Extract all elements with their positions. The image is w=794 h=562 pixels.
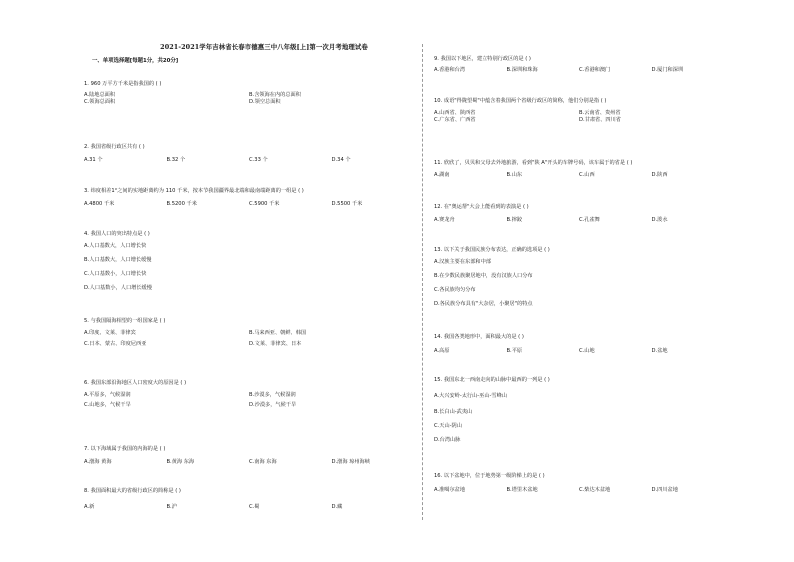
option-c: C.5900 千米 (249, 201, 280, 207)
question-stem: 4. 我国人口的突出特点是 ( ) (84, 231, 150, 237)
option-b: B.人口基数大，人口增长缓慢 (84, 257, 152, 263)
exam-page (72, 44, 722, 520)
question-stem: 5. 与我国隔海相望的一组国家是 ( ) (84, 318, 166, 324)
question-11 (434, 160, 724, 179)
option-c: C.山西 (579, 172, 595, 178)
question-stem: 6. 我国东部沿海地区人口密度大的原因是 ( ) (84, 380, 187, 386)
option-b: B.长白山-武夷山 (434, 409, 473, 415)
question-16 (434, 473, 724, 494)
question-10 (434, 98, 724, 124)
option-a: A.湖南 (434, 172, 450, 178)
question-stem: 12. 在"奥运帮"大会上能看到的表演是 ( ) (434, 204, 529, 210)
question-stem: 16. 以下盆地中，位于地势第一级阶梯上的是 ( ) (434, 473, 545, 479)
question-stem: 11. 欣欣了，贝贝和父母去外地旅游，看到"陕 A"开头的车牌号码，该车属于的省是 ( ) (434, 160, 633, 166)
option-b: B.山东 (506, 172, 523, 178)
option-d: D.文莱、菲律宾、日本 (249, 341, 302, 347)
option-a: A.平原多，气候湿润 (84, 392, 131, 398)
option-d: D.泼水 (651, 217, 668, 223)
question-14 (434, 334, 724, 355)
question-stem: 3. 纬度相差1°之间的实地距离约为 110 千米，按本节我国疆界最北端和最南端距离的一组是 ( ) (84, 188, 304, 194)
option-b: B.在少数民族聚居地中，没有汉族人口分布 (434, 273, 533, 279)
option-c: C.各民族均匀分布 (434, 287, 476, 293)
option-d: D.甘肃省、四川省 (579, 117, 621, 123)
option-b: B.深圳和珠海 (506, 67, 538, 73)
option-b: B.平原 (506, 348, 523, 354)
option-c: C.领海总面积 (84, 99, 116, 105)
column-divider (422, 44, 423, 520)
option-a: A.新 (84, 504, 95, 510)
option-a: A.高原 (434, 348, 450, 354)
option-c: C.柴达木盆地 (579, 487, 611, 493)
option-d: D.陕西 (651, 172, 668, 178)
option-c: C.南海 东海 (249, 459, 277, 465)
option-a: A.赛龙舟 (434, 217, 455, 223)
question-4 (84, 231, 414, 294)
question-stem: 13. 以下关于我国民族分布表达，正确的选项是 ( ) (434, 247, 550, 253)
option-c: C.日本、蒙古、印度尼西亚 (84, 341, 147, 347)
question-1 (84, 81, 414, 106)
question-stem: 14. 我国各类地形中，面积最大的是 ( ) (434, 334, 524, 340)
option-a: A.陆地总面积 (84, 92, 116, 98)
question-7 (84, 446, 414, 466)
option-d: D.5500 千米 (331, 201, 363, 207)
question-stem: 9. 我国以下地区，建立特别行政区的是 ( ) (434, 56, 531, 62)
option-a: A.人口基数大，人口增长快 (84, 243, 147, 249)
option-c: C.人口基数小，人口增长快 (84, 271, 147, 277)
option-c: C.33 个 (249, 157, 268, 163)
option-a: A.大兴安岭-太行山-巫山-雪峰山 (434, 393, 507, 399)
option-b: B.含领海在内的总面积 (249, 92, 301, 98)
option-b: B.摔跤 (506, 217, 523, 223)
option-b: B.黄海 东海 (166, 459, 195, 465)
question-stem: 8. 我国面积最大的省级行政区的简称是 ( ) (84, 488, 181, 494)
question-13 (434, 247, 724, 310)
option-b: B.云南省、贵州省 (579, 110, 621, 116)
option-a: A.4800 千米 (84, 201, 115, 207)
option-a: A.山西省、陕西省 (434, 110, 476, 116)
option-c: C.蜀 (249, 504, 260, 510)
option-c: C.山地多，气候干旱 (84, 402, 131, 408)
option-d: D.沙漠多，气候干旱 (249, 402, 297, 408)
question-stem: 2. 我国省级行政区共有 ( ) (84, 144, 145, 150)
question-stem: 10. 成语"得陇望蜀"中蕴含着我国两个省级行政区的简称，他们分别是指 ( ) (434, 98, 607, 104)
question-9 (434, 56, 724, 74)
option-a: A.渤海 黄海 (84, 459, 112, 465)
option-d: D.台湾山脉 (434, 437, 461, 443)
option-b: B.沪 (166, 504, 177, 510)
option-d: D.渤海 琼州海峡 (331, 459, 370, 465)
question-3 (84, 188, 414, 208)
option-d: D.藏 (331, 504, 343, 510)
option-a: A.印度、文莱、菲律宾 (84, 330, 136, 336)
option-d: D.各民族分布具有"大杂居，小聚居"的特点 (434, 301, 533, 307)
option-c: C.香港和澳门 (579, 67, 611, 73)
question-stem: 15. 我国东北一西南走向的山脉中最西的一列是 ( ) (434, 377, 550, 383)
option-d: D.34 个 (331, 157, 351, 163)
option-c: C.天山-阴山 (434, 423, 462, 429)
option-b: B.5200 千米 (166, 201, 197, 207)
question-stem: 7. 以下海域属于我国的内海的是 ( ) (84, 446, 166, 452)
question-12 (434, 204, 724, 224)
question-15 (434, 377, 724, 446)
option-c: C.广东省、广西省 (434, 117, 476, 123)
question-5 (84, 318, 414, 348)
option-c: C.孔雀舞 (579, 217, 600, 223)
option-a: A.香港和台湾 (434, 67, 466, 73)
question-6 (84, 380, 414, 409)
option-d: D.四川盆地 (651, 487, 678, 493)
option-d: D.盆地 (651, 348, 668, 354)
option-a: A.汉族主要在东部和中部 (434, 259, 491, 265)
option-c: C.山地 (579, 348, 595, 354)
page-title: 2021-2021学年吉林省长春市德惠三中八年级[上]第一次月考地理试卷 (160, 43, 368, 51)
option-d: D.厦门和深圳 (651, 67, 684, 73)
question-2 (84, 144, 414, 164)
option-d: D.人口基数小，人口增长缓慢 (84, 285, 152, 291)
option-a: A.准噶尔盆地 (434, 487, 466, 493)
option-d: D.领空总面积 (249, 99, 281, 105)
option-b: B.塔里木盆地 (506, 487, 538, 493)
option-b: B.32 个 (166, 157, 186, 163)
question-stem: 1. 960 万平方千米是指我国的 ( ) (84, 81, 162, 87)
option-b: B.马来西亚、朝鲜、韩国 (249, 330, 307, 336)
option-b: B.沙漠多，气候湿润 (249, 392, 296, 398)
question-8 (84, 488, 414, 511)
section-heading: 一、单项选择题[每题1分，共20分] (92, 58, 179, 64)
option-a: A.31 个 (84, 157, 103, 163)
